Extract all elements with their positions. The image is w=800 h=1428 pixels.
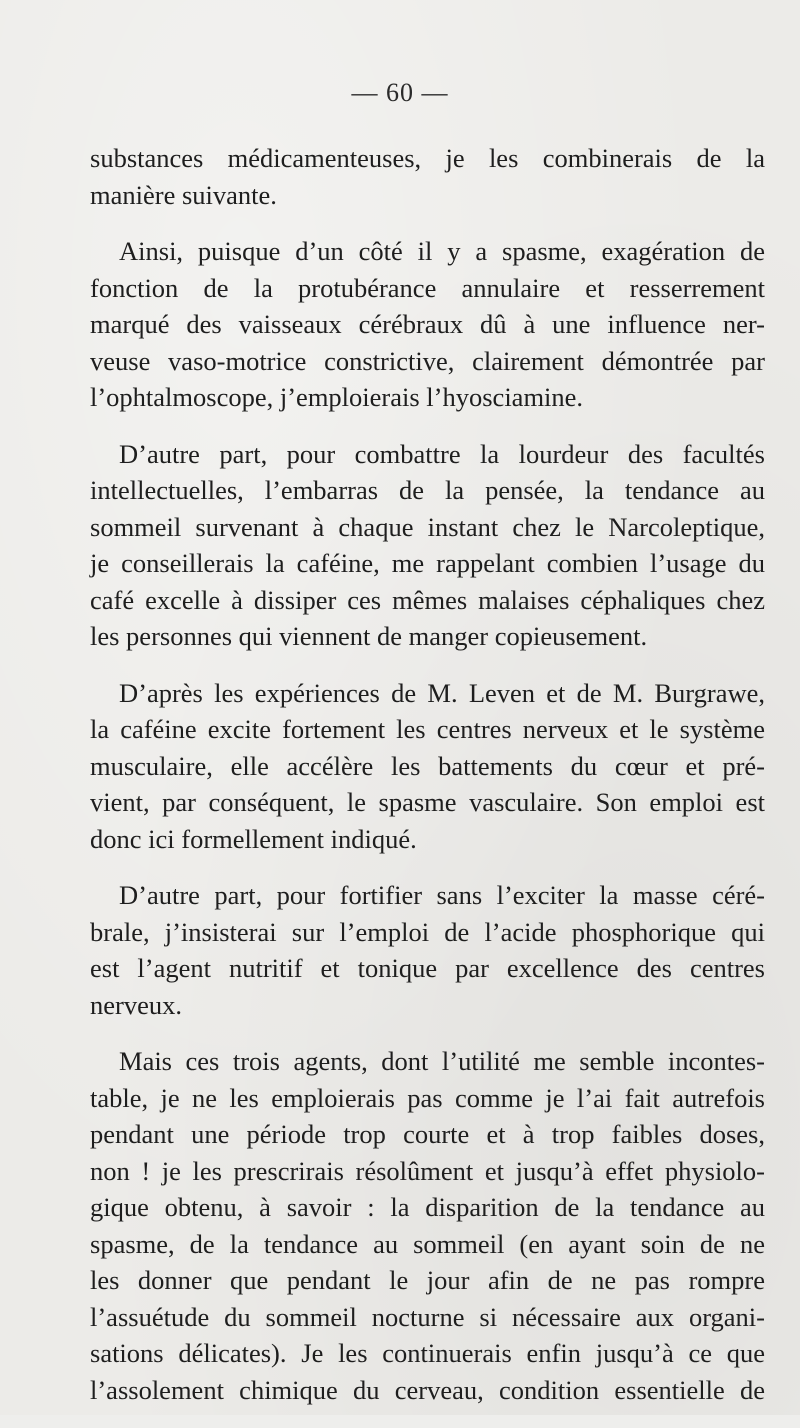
- text-line: spasme, de la tendance au sommeil (en ayant soin de ne: [90, 1228, 765, 1259]
- text-line: vient, par conséquent, le spasme vasculaire. Son emploi est: [90, 787, 765, 817]
- paragraph: [90, 1043, 765, 1408]
- text-line: D’autre part, pour combattre la lourdeur des facultés: [119, 438, 765, 469]
- text-line: intellectuelles, l’embarras de la pensée, la tendance au: [90, 475, 765, 505]
- text-line: sations délicates). Je les continuerais enfin jusqu’à ce que: [90, 1338, 765, 1368]
- text-line: café excelle à dissiper ces mêmes malaises céphaliques chez: [90, 584, 765, 615]
- text-line: est l’agent nutritif et tonique par excellence des centres: [90, 953, 765, 983]
- text-line: nerveux.: [90, 989, 182, 1020]
- text-line: D’autre part, pour fortifier sans l’exciter la masse céré-: [119, 880, 765, 910]
- text-line: table, je ne les emploierais pas comme je l’ai fait autrefois: [90, 1082, 765, 1113]
- text-line: pendant une période trop courte et à trop faibles doses,: [90, 1119, 765, 1149]
- paragraph: [90, 140, 765, 213]
- text-line: substances médicamenteuses, je les combinerais de la: [90, 143, 765, 173]
- text-line: je conseillerais la caféine, me rappelant combien l’usage du: [90, 548, 765, 578]
- paragraph: [90, 233, 765, 416]
- text-line: marqué des vaisseaux cérébraux dû à une influence ner-: [90, 309, 765, 339]
- text-line: l’ophtalmoscope, j’emploierais l’hyosciamine.: [90, 382, 584, 412]
- text-line: l’assolement chimique du cerveau, condition essentielle de: [90, 1374, 765, 1405]
- text-line: sommeil survenant à chaque instant chez le Narcoleptique,: [90, 511, 765, 542]
- text-line: Ainsi, puisque d’un côté il y a spasme, exagération de: [119, 236, 765, 266]
- paragraph: [90, 436, 765, 655]
- page-number: — 60 —: [351, 78, 449, 107]
- text-line: la caféine excite fortement les centres nerveux et le système: [90, 714, 765, 744]
- text-line: Mais ces trois agents, dont l’utilité me semble incontes-: [119, 1046, 765, 1076]
- text-line: fonction de la protubérance annulaire et resserrement: [90, 272, 765, 303]
- text-line: veuse vaso-motrice constrictive, clairement démontrée par: [90, 345, 765, 376]
- text-line: les donner que pendant le jour afin de ne pas rompre: [90, 1265, 765, 1295]
- text-line: l’assuétude du sommeil nocturne si nécessaire aux organi-: [90, 1301, 765, 1332]
- paragraph: [90, 675, 765, 858]
- body-text: [90, 140, 765, 1428]
- text-line: non ! je les prescrirais résolûment et jusqu’à effet physiolo-: [90, 1155, 765, 1186]
- text-line: brale, j’insisterai sur l’emploi de l’acide phosphorique qui: [90, 916, 765, 947]
- text-line: donc ici formellement indiqué.: [90, 823, 417, 854]
- text-line: les personnes qui viennent de manger copieusement.: [90, 621, 648, 651]
- text-line: musculaire, elle accélère les battements du cœur et pré-: [90, 750, 765, 781]
- text-line: manière suivante.: [90, 179, 277, 210]
- text-line: D’après les expériences de M. Leven et de M. Burgrawe,: [119, 677, 765, 708]
- text-line: gique obtenu, à savoir : la disparition de la tendance au: [90, 1192, 765, 1222]
- paragraph: [90, 877, 765, 1023]
